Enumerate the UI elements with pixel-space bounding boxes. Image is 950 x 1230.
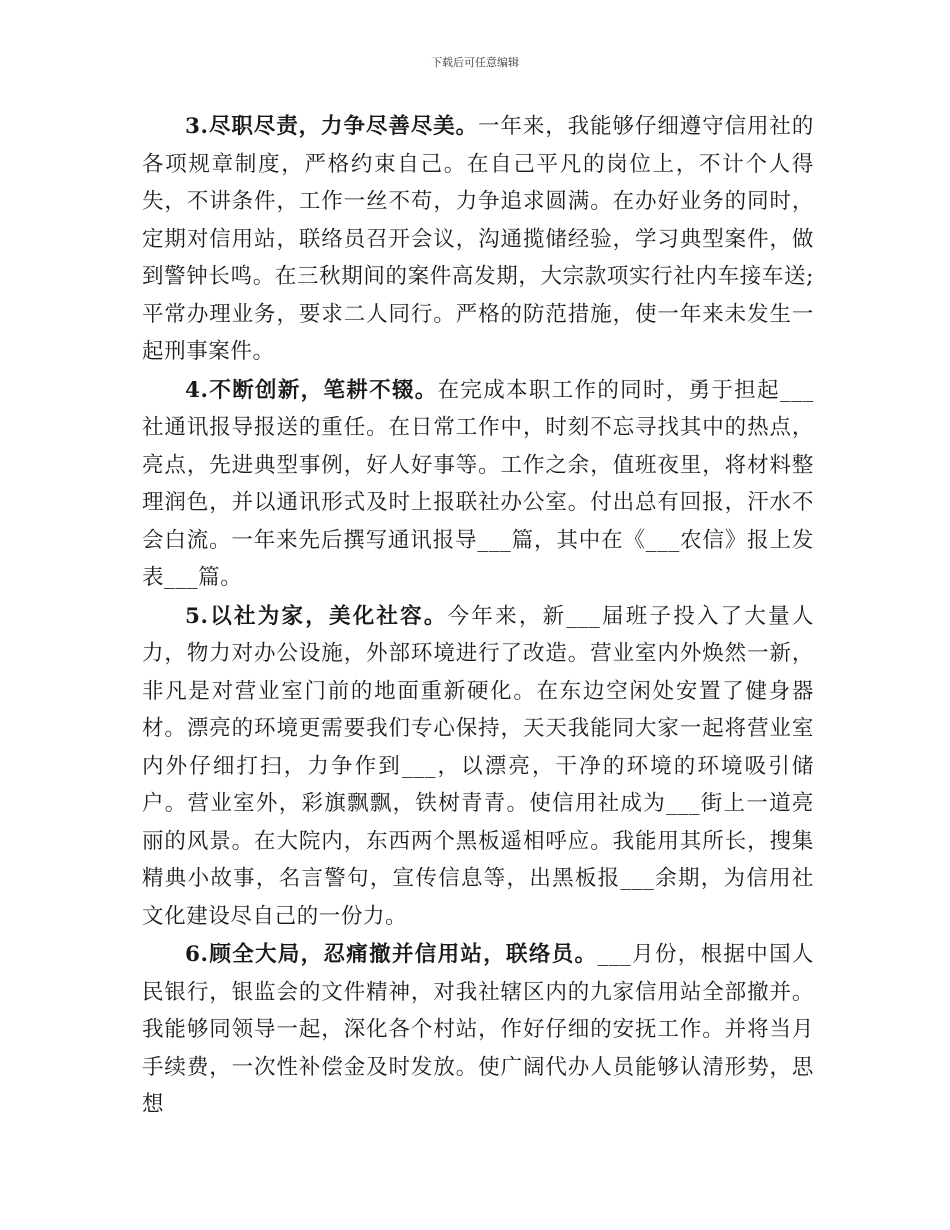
paragraph-3-heading: 3.尽职尽责，力争尽善尽美。 xyxy=(185,114,478,139)
page-header: 下载后可任意编辑 xyxy=(431,56,519,69)
paragraph-6-text: ___月份，根据中国人民银行，银监会的文件精神，对我社辖区内的九家信用站全部撤并。我能够同领导一起，深化各个村站，作好仔细的安抚工作。并将当月手续费，一次性补偿金及时发放。使广阔代办人员能够认清形势，思想 xyxy=(142,942,814,1117)
paragraph-3 xyxy=(142,108,814,371)
paragraph-5 xyxy=(142,598,814,936)
paragraph-3-text: 一年来，我能够仔细遵守信用社的各项规章制度，严格约束自己。在自己平凡的岗位上，不计个人得失，不讲条件，工作一丝不苟，力争追求圆满。在办好业务的同时，定期对信用站，联络员召开会议，沟通揽储经验，学习典型案件，做到警钟长鸣。在三秋期间的案件高发期，大宗款项实行社内车接车送;平常办理业务，要求二人同行。严格的防范措施，使一年来未发生一起刑事案件。 xyxy=(142,114,814,364)
paragraph-4 xyxy=(142,372,814,597)
paragraph-4-text: 在完成本职工作的同时，勇于担起___社通讯报导报送的重任。在日常工作中，时刻不忘寻找其中的热点，亮点，先进典型事例，好人好事等。工作之余，值班夜里，将材料整理润色，并以通讯形式及时上报联社办公室。付出总有回报，汗水不会白流。一年来先后撰写通讯报导___篇，其中在《___农信》报上发表___篇。 xyxy=(142,377,814,590)
document-body xyxy=(142,108,814,1124)
paragraph-4-heading: 4.不断创新，笔耕不辍。 xyxy=(185,377,438,403)
paragraph-5-text: 今年来，新___届班子投入了大量人力，物力对办公设施，外部环境进行了改造。营业室内外焕然一新，非凡是对营业室门前的地面重新硬化。在东边空闲处安置了健身器材。漂亮的环境更需要我们专心保持，天天我能同大家一起将营业室内外仔细打扫，力争作到___，以漂亮，干净的环境的环境吸引储户。营业室外，彩旗飘飘，铁树青青。使信用社成为___街上一道亮丽的风景。在大院内，东西两个黑板遥相呼应。我能用其所长，搜集精典小故事，名言警句，宣传信息等，出黑板报___余期，为信用社文化建设尽自己的一份力。 xyxy=(142,603,814,929)
paragraph-5-heading: 5.以社为家，美化社容。 xyxy=(185,603,448,629)
paragraph-6 xyxy=(142,936,814,1124)
paragraph-6-heading: 6.顾全大局，忍痛撤并信用站，联络员。 xyxy=(185,942,598,967)
